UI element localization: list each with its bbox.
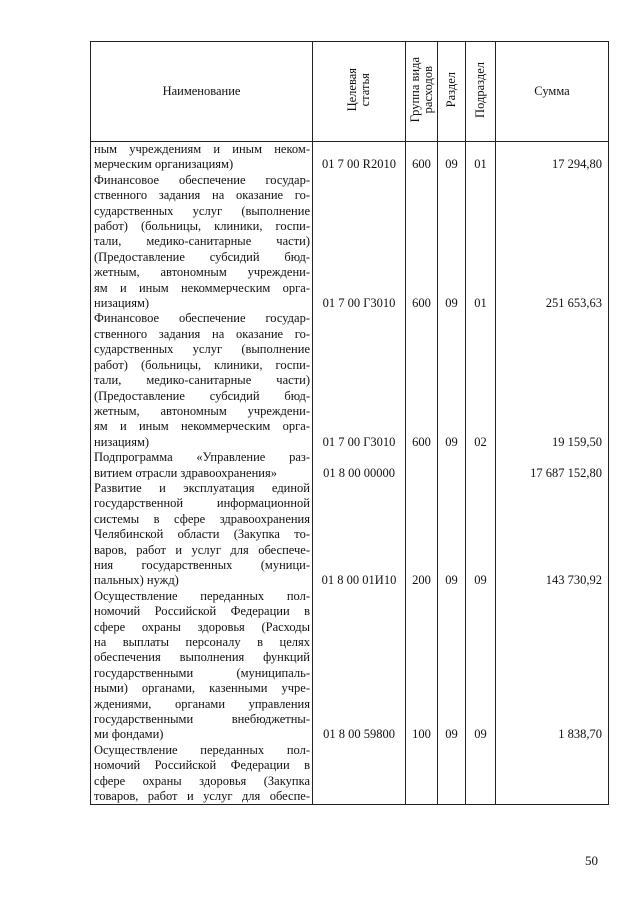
row-name-line: ям и иным некоммерческим орга- [94,419,310,434]
row-expense-group: 200 [406,481,438,589]
row-expense-group: 600 [406,142,438,173]
header-target-article: Целевая статья [313,42,406,142]
row-name-line: ждениями, органами управления [94,696,310,711]
table-row [91,173,609,312]
row-name-line: (Предоставление субсидий бюд- [94,388,310,403]
page-number: 50 [585,853,598,868]
row-name-line: государственными (муниципаль- [94,665,310,680]
table-row [91,589,609,743]
row-name-line: сфере охраны здоровья (Расходы [94,619,310,634]
row-name-line: Финансовое обеспечение государ- [94,311,310,326]
row-section: 09 [438,142,466,173]
table-row [91,743,609,805]
row-name-line: ственного задания на оказание го- [94,188,310,203]
row-name-line: работ) (больницы, клиники, госпи- [94,357,310,372]
row-sum: 17 687 152,80 [496,450,609,481]
header-name: Наименование [91,42,313,142]
row-target-article: 01 8 00 59800 [313,589,406,743]
row-name-line: сударственных услуг (выполнение [94,342,310,357]
row-name [91,589,313,743]
row-name-line: ными) органами, казенными учре- [94,681,310,696]
row-name-line: Финансовое обеспечение государ- [94,172,310,187]
header-sum: Сумма [496,42,609,142]
row-name-line: жетным, автономным учреждени- [94,265,310,280]
row-name-line: ным учреждениям и иным неком- [94,142,310,156]
row-expense-group [406,450,438,481]
row-subsection: 09 [466,481,496,589]
row-subsection: 02 [466,311,496,450]
row-expense-group [406,743,438,805]
row-subsection: 01 [466,142,496,173]
row-name-line: обеспечения выполнения функций [94,650,310,665]
row-name [91,743,313,805]
header-expense-group: Группа вида расходов [406,42,438,142]
table-header-row [91,42,609,142]
row-target-article: 01 8 00 00000 [313,450,406,481]
row-section: 09 [438,173,466,312]
row-expense-group: 600 [406,311,438,450]
row-name-line: жетным, автономным учреждени- [94,403,310,418]
row-section: 09 [438,311,466,450]
row-target-article: 01 7 00 R2010 [313,142,406,173]
row-sum: 19 159,50 [496,311,609,450]
table-row [91,481,609,589]
header-subsection: Подраздел [466,42,496,142]
row-name-line: Подпрограмма «Управление раз- [94,450,310,465]
row-name [91,311,313,450]
row-section: 09 [438,589,466,743]
row-name-line: Осуществление переданных пол- [94,742,310,757]
row-name-line: сударственных услуг (выполнение [94,203,310,218]
row-sum: 143 730,92 [496,481,609,589]
row-name-line: низациям) [94,434,150,449]
row-name-line: товаров, работ и услуг для обеспе- [94,789,310,804]
row-name-line: тали, медико-санитарные части) [94,234,310,249]
row-sum: 1 838,70 [496,589,609,743]
row-target-article [313,743,406,805]
row-name-line: ния государственных (муници- [94,557,310,572]
header-section: Раздел [438,42,466,142]
row-sum [496,743,609,805]
budget-table [90,41,609,805]
row-expense-group: 100 [406,589,438,743]
row-target-article: 01 8 00 01И10 [313,481,406,589]
row-section [438,450,466,481]
row-name-line: витием отрасли здравоохранения» [94,465,277,480]
row-name-line: номочий Российской Федерации в [94,604,310,619]
row-name-line: ям и иным некоммерческим орга- [94,280,310,295]
row-target-article: 01 7 00 Г3010 [313,173,406,312]
row-name-line: сфере охраны здоровья (Закупка [94,773,310,788]
row-name-line: низациям) [94,296,150,311]
row-expense-group: 600 [406,173,438,312]
row-name-line: (Предоставление субсидий бюд- [94,249,310,264]
row-subsection: 09 [466,589,496,743]
row-name [91,173,313,312]
row-name-line: номочий Российской Федерации в [94,758,310,773]
table-row [91,142,609,173]
table-row [91,450,609,481]
row-target-article: 01 7 00 Г3010 [313,311,406,450]
row-name [91,142,313,173]
row-name-line: варов, работ и услуг для обеспече- [94,542,310,557]
row-section: 09 [438,481,466,589]
row-name-line: Осуществление переданных пол- [94,588,310,603]
row-name-line: тали, медико-санитарные части) [94,373,310,388]
table-row [91,311,609,450]
row-sum: 17 294,80 [496,142,609,173]
row-subsection [466,743,496,805]
row-subsection: 01 [466,173,496,312]
row-name-line: системы в сфере здравоохранения [94,511,310,526]
row-subsection [466,450,496,481]
row-sum: 251 653,63 [496,173,609,312]
row-name-line: пальных) нужд) [94,573,179,588]
row-name-line: Челябинской области (Закупка то- [94,527,310,542]
row-name-line: ственного задания на оказание го- [94,326,310,341]
row-name-line: государственными внебюджетны- [94,712,310,727]
row-name-line: ми фондами) [94,727,164,742]
row-name-line: Развитие и эксплуатация единой [94,480,310,495]
row-section [438,743,466,805]
row-name-line: государственной информационной [94,496,310,511]
row-name-line: мерческим организациям) [94,157,234,172]
row-name-line: работ) (больницы, клиники, госпи- [94,219,310,234]
row-name [91,481,313,589]
row-name-line: на выплаты персоналу в целях [94,635,310,649]
row-name [91,450,313,481]
